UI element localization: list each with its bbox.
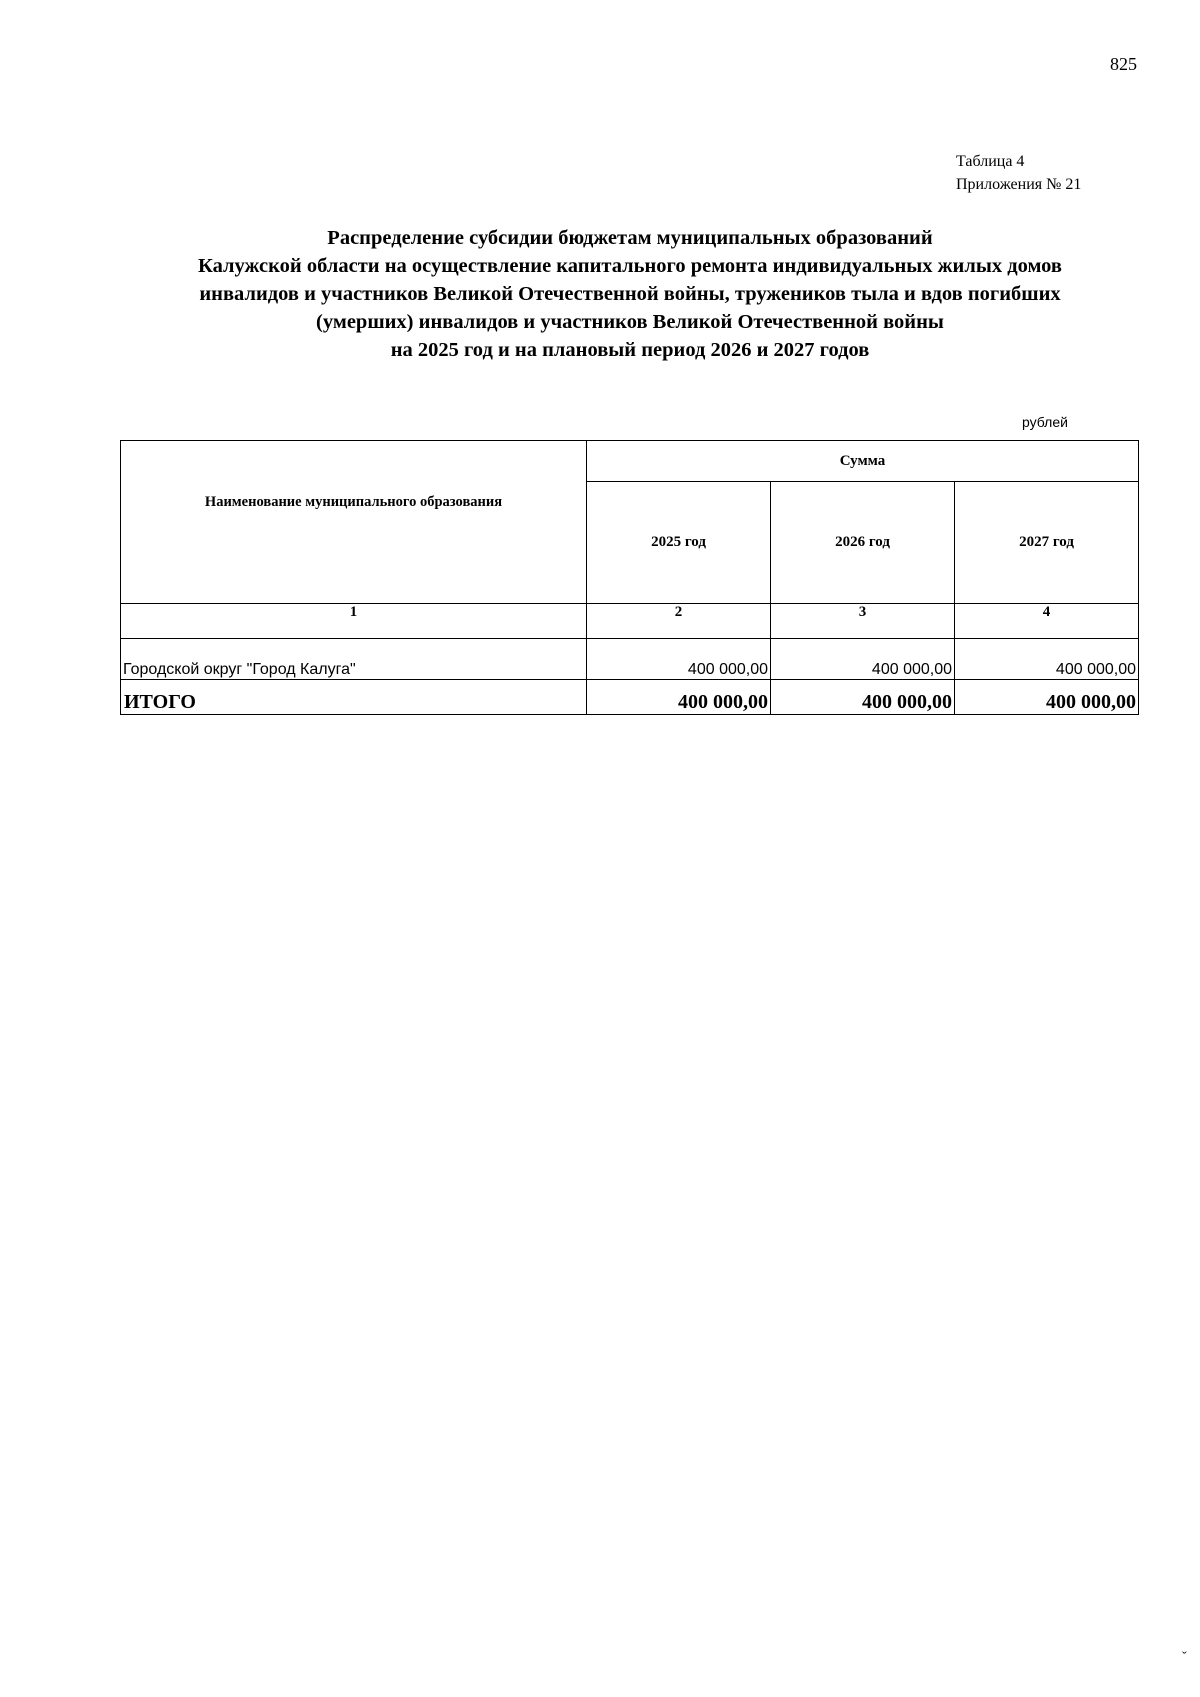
- header-municipality: Наименование муниципального образования: [121, 441, 587, 604]
- table-header-row: [121, 441, 1139, 482]
- title-line3: инвалидов и участников Великой Отечественной войны, тружеников тыла и вдов погибших: [199, 283, 1061, 305]
- total-2027: 400 000,00: [955, 680, 1139, 715]
- header-year-2025: 2025 год: [587, 482, 771, 604]
- title-line2: Калужской области на осуществление капитального ремонта индивидуальных жилых домов: [198, 255, 1062, 277]
- header-sum: Сумма: [587, 441, 1139, 482]
- table-reference-line1: Таблица 4: [956, 153, 1025, 170]
- document-title: [100, 224, 1160, 364]
- total-label: ИТОГО: [121, 680, 587, 715]
- column-number: 4: [955, 604, 1139, 639]
- total-row: [121, 680, 1139, 715]
- value-2027: 400 000,00: [955, 639, 1139, 680]
- page-number: 825: [1110, 54, 1137, 74]
- scan-mark: ˇ: [1182, 1650, 1187, 1665]
- column-number: 3: [771, 604, 955, 639]
- header-year-2027: 2027 год: [955, 482, 1139, 604]
- total-2026: 400 000,00: [771, 680, 955, 715]
- column-number: 2: [587, 604, 771, 639]
- title-line1: Распределение субсидии бюджетам муниципальных образований: [327, 227, 933, 249]
- header-year-2026: 2026 год: [771, 482, 955, 604]
- subsidy-table: [120, 440, 1139, 715]
- table-reference: [956, 150, 1081, 196]
- title-line5: на 2025 год и на плановый период 2026 и 2027 годов: [390, 339, 870, 361]
- value-2026: 400 000,00: [771, 639, 955, 680]
- column-number: 1: [121, 604, 587, 639]
- units-label: рублей: [1022, 414, 1068, 430]
- value-2025: 400 000,00: [587, 639, 771, 680]
- total-2025: 400 000,00: [587, 680, 771, 715]
- table-reference-line2: Приложения № 21: [956, 176, 1082, 193]
- title-line4: (умерших) инвалидов и участников Великой Отечественной войны: [316, 311, 944, 333]
- column-number-row: [121, 604, 1139, 639]
- municipality-name: Городской округ "Город Калуга": [121, 639, 587, 680]
- table-row: [121, 639, 1139, 680]
